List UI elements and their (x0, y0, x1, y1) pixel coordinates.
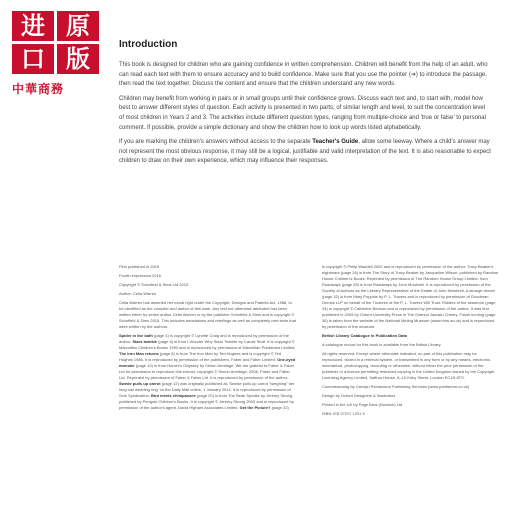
copyright-section (119, 264, 499, 420)
cip-heading (322, 333, 499, 339)
badge-char-3: 原 (57, 11, 99, 41)
copyright-line: Copyright © Schofield & Sims Ltd 2015 (119, 282, 189, 287)
teachers-guide-reference: Teacher's Guide (312, 139, 359, 146)
badge-char-1: 进 (12, 11, 54, 41)
badge-char-2: 口 (12, 44, 54, 74)
copyright-right-column (322, 264, 499, 420)
moral-rights-paragraph: Celia Warren has asserted her moral right under the Copyright, Designs and Patents Act, 1988, to be identified as the compiler and author of this work. Any text not otherwise attributed has been written either by series author Celia Warren or by the publisher Schofield & Sims and is copyright © Schofield & Sims 2015. This includes translations and retellings as well as completely new texts that were written by the authors. (119, 300, 296, 329)
badge-char-4: 版 (57, 44, 99, 74)
credit-text: (page 20) is from The Beak Speaks by Jeremy Strong, published by Penguin Children's Books. It is copyright © Jeremy Strong 2003 and is reproduced by permission of the author's agent, David Higham Associates Limited. (119, 393, 294, 410)
credit-text: (page 22) (270, 405, 289, 410)
author-line: Author: Celia Warren (119, 291, 157, 296)
rights-reserved-paragraph: All rights reserved. Except where otherwise indicated, no part of this publication may be reproduced, stored in a retrieval system, or transmitted in any form or by any means, electronic, mechanical, photocopying, recording or otherwise, without either the prior permission of the publisher or a licence permitting restricted copying in the United Kingdom issued by the Copyright Licensing Agency Limited, Saffron House, 6–10 Kirby Street, London EC1N 8TS. (322, 351, 495, 380)
intro-paragraph-1: This book is designed for children who are gaining confidence in written comprehension. Children will benefit from the help of an adult, who can read each text with them to ensure accuracy and to build confidence. Make sure that you use the pointer (➔) to introduce the passage, then read the text together. Discuss the content and ensure that the children understand any new words. (119, 62, 488, 88)
credit-text: (page 6) is from I Wonder Why Stars Twinkle by Carole Stott. It is copyright © Macmillan Children's Books 1993 and is reproduced by permission of Macmillan Publishers Limited. (119, 339, 296, 350)
commissioning-line: Commissioning by Carolyn Richardson Publishing Services (www.publiserve.co.uk) (322, 384, 470, 389)
credit-title: One-eyed monster (119, 357, 296, 368)
impression-line: Fourth impression 2016 (119, 273, 162, 278)
import-original-badge (12, 11, 102, 96)
credit-title: Swede pulls up carrot (119, 381, 161, 386)
intro-paragraph-3 (119, 138, 491, 167)
credits-continued: is copyright © Philip Waddell 2002 and is reproduced by permission of the author. Tracy Beaker's nightmare (page 26) is from The Story of Tracy Beaker by Jacqueline Wilson, published by Random House Children's Books. Reprinted by permission of The Random House Group Limited. from Roadways (page 28) is from Roadways by John Mowbrell. It is reproduced by permission of the Society of Authors as the Literary Representative of the Estate of John Mowbrell. A strange dream (page 32) is from Mary Poppins by P. L. Travers and is reproduced by permission of Goodman Derrick LLP on behalf of the Trustees of the P. L. Travers Will Trust. Riddles of the seashore (page 34) is copyright © Catherine Benson and is reproduced by permission of the author. It was first published in 2005 by Oxford University Press in The Oxtinnd Jacusin Cheery. Fossil hunting (page 36) is taken from the website of the National Mining Museum (www.nhm.ac.uk) and is reproduced by permission of the museum. (322, 264, 499, 329)
credit-text: (page 10) is from Homer's Odyssey by Simon Armitage. We are grateful to Faber & Faber Ltd for permission to reproduce this extract, copyright © Simon Armitage, 2006, Faber and Faber Ltd. Reprinted by permission of Faber & Faber Ltd. It is reproduced by permission of the author. (119, 363, 295, 380)
intro-p3-part-2: , allow some leeway. Where a child's answer may not represent the most obvious response, it may still be a logical, justifiable and valid interpretation of the text. It is also reasonable to expect children to draw on their own experience, which may influence their responses. (119, 139, 491, 165)
credits-paragraph (119, 333, 296, 411)
printer-line: Printed in the UK by Page Bros (Norwich) Ltd (322, 402, 403, 407)
copyright-left-column (119, 264, 296, 420)
isbn-line: ISBN 978 07217 1231 5 (322, 411, 365, 416)
credit-title: Spider in the bath (119, 333, 153, 338)
publisher-logo: 中華商務 (12, 82, 65, 96)
page-title: Introduction (119, 39, 178, 50)
credit-title: Bird meets chimpanzee (151, 393, 196, 398)
credit-text: (page 12) was originally published as 'Swede pulls up carrot "weighing" her long lost wedding ring' on the Daily Mail online, 1 January 2012. It is reproduced by permission of Solo Syndication. (119, 381, 295, 398)
cip-heading-text: British Library Catalogue in Publication Data (322, 333, 407, 338)
design-line: Design by Oxford Designers & Illustrators (322, 393, 396, 398)
catalogue-record-line: A catalogue record for this book is available from the British Library. (322, 342, 442, 347)
credit-text: (page 8) is from The Iron Man by Ted Hughes and is copyright © Ted Hughes 1986. It is reproduced by permission of the publishers, Faber and Faber Limited. (119, 351, 282, 362)
credit-text: (page 4) is copyright © Lynette Craig and is reproduced by permission of the author. (119, 333, 289, 344)
credit-title: The Iron Man returns (119, 351, 159, 356)
publication-line: First published in 2015 (119, 264, 160, 269)
credit-title: Stars twinkle (132, 339, 158, 344)
intro-paragraph-2: Children may benefit from working in pairs or in small groups until their confidence grows. Discuss each text and, to start with, model how best to answer different styles of question. Each activity is presented in two parts, of similar length and level, to suit the concentration level of most children in Years 2 and 3. The activities include different question types, ranging from multiple-choice and 'true or false' to personal comment. If possible, provide a simple dictionary and show the children how to look up words listed alphabetically. (119, 95, 486, 131)
intro-p3-part-1: If you are marking the children's answers without access to the separate (119, 139, 313, 146)
credit-title: Get the Picture? (239, 405, 271, 410)
introduction-body (119, 61, 491, 172)
